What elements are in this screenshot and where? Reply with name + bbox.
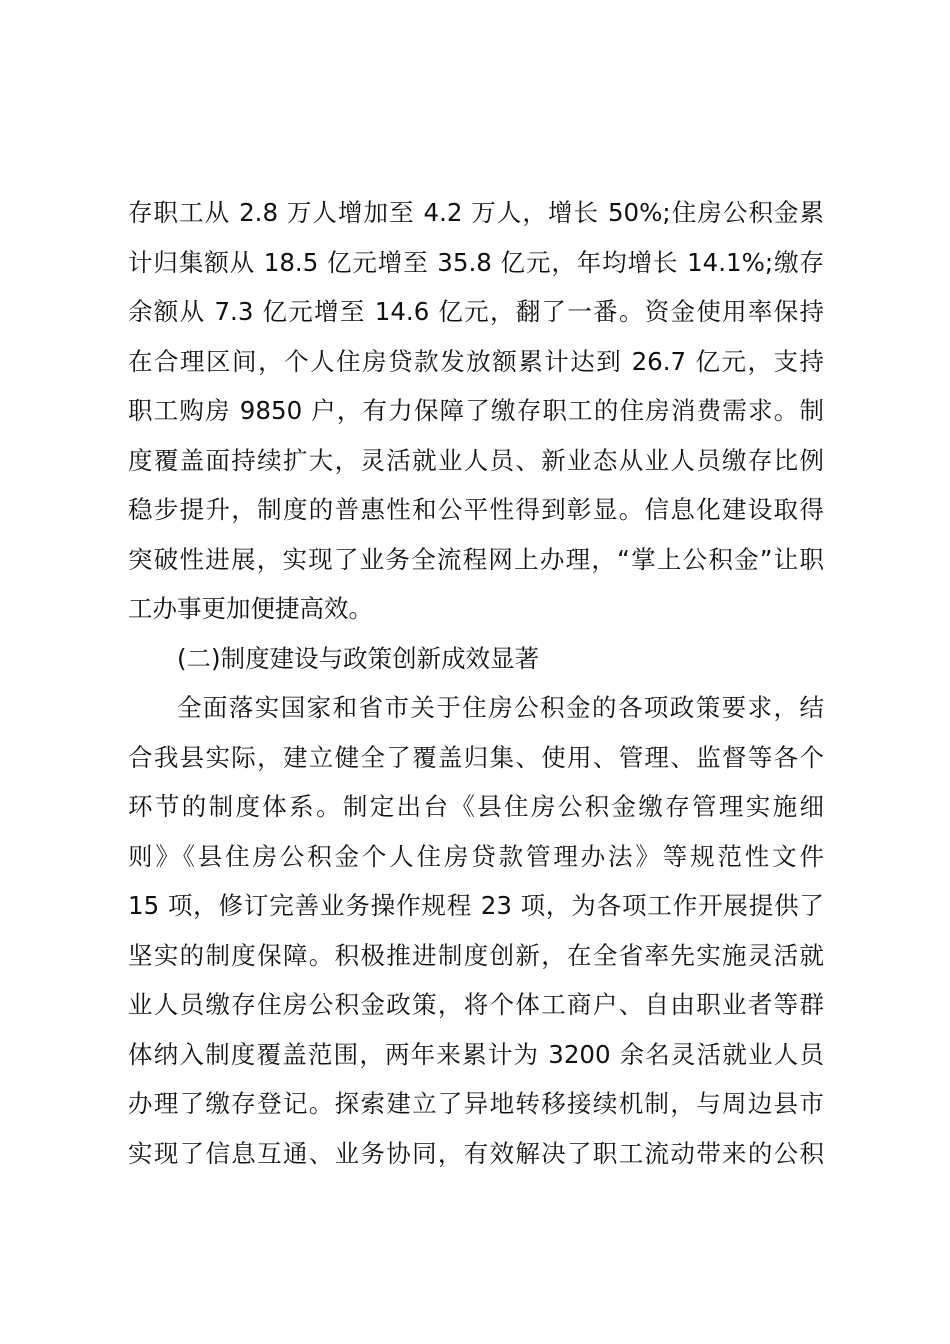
paragraph-1-line: 工办事更加便捷高效。 (128, 594, 373, 623)
paragraph-2-line: 15 项，修订完善业务操作规程 23 项，为各项工作开展提供了 (128, 891, 824, 920)
paragraph-2-line: 体纳入制度覆盖范围，两年来累计为 3200 余名灵活就业人员 (128, 1039, 824, 1069)
paragraph-1-line: 职工购房 9850 户，有力保障了缴存职工的住房消费需求。制 (128, 396, 824, 425)
paragraph-2-line: 全面落实国家和省市关于住房公积金的各项政策要求，结 (177, 693, 824, 722)
paragraph-2-line: 则》《县住房公积金个人住房贷款管理办法》等规范性文件 (128, 841, 824, 871)
paragraph-2-line: 业人员缴存住房公积金政策，将个体工商户、自由职业者等群 (128, 990, 824, 1019)
paragraph-2-line: 环节的制度体系。制定出台《县住房公积金缴存管理实施细 (128, 792, 824, 821)
paragraph-1-line: 度覆盖面持续扩大，灵活就业人员、新业态从业人员缴存比例 (128, 445, 824, 475)
paragraph-2-line: 合我县实际，建立健全了覆盖归集、使用、管理、监督等各个 (128, 742, 824, 772)
paragraph-2-line: 坚实的制度保障。积极推进制度创新，在全省率先实施灵活就 (128, 940, 824, 970)
paragraph-2-line: 实现了信息互通、业务协同，有效解决了职工流动带来的公积 (128, 1138, 824, 1168)
paragraph-1-line: 余额从 7.3 亿元增至 14.6 亿元，翻了一番。资金使用率保持 (128, 297, 824, 326)
paragraph-2-line: 办理了缴存登记。探索建立了异地转移接续机制，与周边县市 (128, 1089, 824, 1118)
paragraph-1-line: 存职工从 2.8 万人增加至 4.2 万人，增长 50%;住房公积金累 (128, 198, 824, 227)
paragraph-1-line: 计归集额从 18.5 亿元增至 35.8 亿元，年均增长 14.1%;缴存 (128, 247, 824, 277)
paragraph-1-line: 稳步提升，制度的普惠性和公平性得到彰显。信息化建设取得 (128, 495, 824, 524)
body-text (128, 188, 824, 1178)
paragraph-1-line: 在合理区间，个人住房贷款发放额累计达到 26.7 亿元，支持 (128, 346, 824, 376)
paragraph-1-line: 突破性进展，实现了业务全流程网上办理，“掌上公积金”让职 (128, 544, 824, 574)
section-heading: (二)制度建设与政策创新成效显著 (177, 643, 540, 673)
